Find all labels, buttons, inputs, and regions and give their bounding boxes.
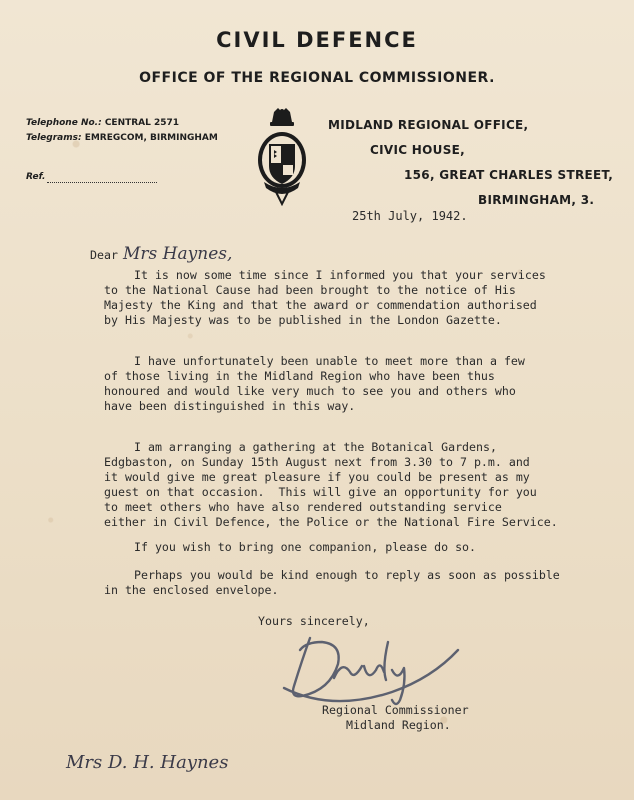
ref-field <box>26 172 157 183</box>
paragraph-2-line-2: of those living in the Midland Region who have been thus <box>104 369 495 383</box>
address-line-4: BIRMINGHAM, 3. <box>478 193 595 207</box>
letterhead-title: CIVIL DEFENCE <box>216 28 418 52</box>
telegrams-value: EMREGCOM, BIRMINGHAM <box>84 133 218 143</box>
paragraph-1-line-3: Majesty the King and that the award or commendation authorised <box>104 298 537 312</box>
paragraph-2-line-3: honoured and would like very much to see you and others who <box>104 384 516 398</box>
paragraph-1-line-1: It is now some time since I informed you that your services <box>134 268 546 282</box>
paragraph-1-line-4: by His Majesty was to be published in the London Gazette. <box>104 313 502 327</box>
paragraph-3-line-5: to meet others who have also rendered outstanding service <box>104 500 502 514</box>
telephone-value: CENTRAL 2571 <box>104 118 180 128</box>
ref-label: Ref. <box>26 172 46 182</box>
addressee-handwritten: Mrs D. H. Haynes <box>66 752 229 773</box>
salutation-typed: Dear <box>90 248 118 262</box>
telephone-line <box>26 116 218 131</box>
letterhead-subtitle: OFFICE OF THE REGIONAL COMMISSIONER. <box>139 70 495 86</box>
paragraph-2-line-4: have been distinguished in this way. <box>104 399 356 413</box>
paragraph-4-line-1: If you wish to bring one companion, please do so. <box>134 540 477 554</box>
paragraph-3-line-2: Edgbaston, on Sunday 15th August next from 3.30 to 7 p.m. and <box>104 455 530 469</box>
telegrams-line <box>26 131 218 146</box>
signature-icon <box>272 620 462 710</box>
paragraph-1-line-2: to the National Cause had been brought to the notice of His <box>104 283 516 297</box>
paragraph-3-line-3: it would give me great pleasure if you could be present as my <box>104 470 530 484</box>
paragraph-5-line-1: Perhaps you would be kind enough to reply as soon as possible <box>134 568 560 582</box>
signatory-title: Regional Commissioner <box>322 703 469 717</box>
address-line-2: CIVIC HOUSE, <box>370 143 465 157</box>
address-line-1: MIDLAND REGIONAL OFFICE, <box>328 118 529 132</box>
salutation <box>90 244 232 264</box>
paragraph-3-line-6: either in Civil Defence, the Police or the National Fire Service. <box>104 515 558 529</box>
salutation-handwritten: Mrs Haynes, <box>123 244 233 264</box>
paragraph-3-line-4: guest on that occasion. This will give an opportunity for you <box>104 485 537 499</box>
letter-date: 25th July, 1942. <box>352 209 468 223</box>
telephone-label: Telephone No.: <box>26 118 102 128</box>
paragraph-2-line-1: I have unfortunately been unable to meet more than a few <box>134 354 525 368</box>
paragraph-5-line-2: in the enclosed envelope. <box>104 583 279 597</box>
ref-blank-line <box>47 172 157 183</box>
signatory-region: Midland Region. <box>346 718 451 732</box>
closing: Yours sincerely, <box>258 614 370 628</box>
telegrams-label: Telegrams: <box>26 133 82 143</box>
address-line-3: 156, GREAT CHARLES STREET, <box>404 168 614 182</box>
contact-details <box>26 116 218 146</box>
paragraph-3-line-1: I am arranging a gathering at the Botanical Gardens, <box>134 440 497 454</box>
royal-coat-of-arms-icon <box>252 108 312 206</box>
